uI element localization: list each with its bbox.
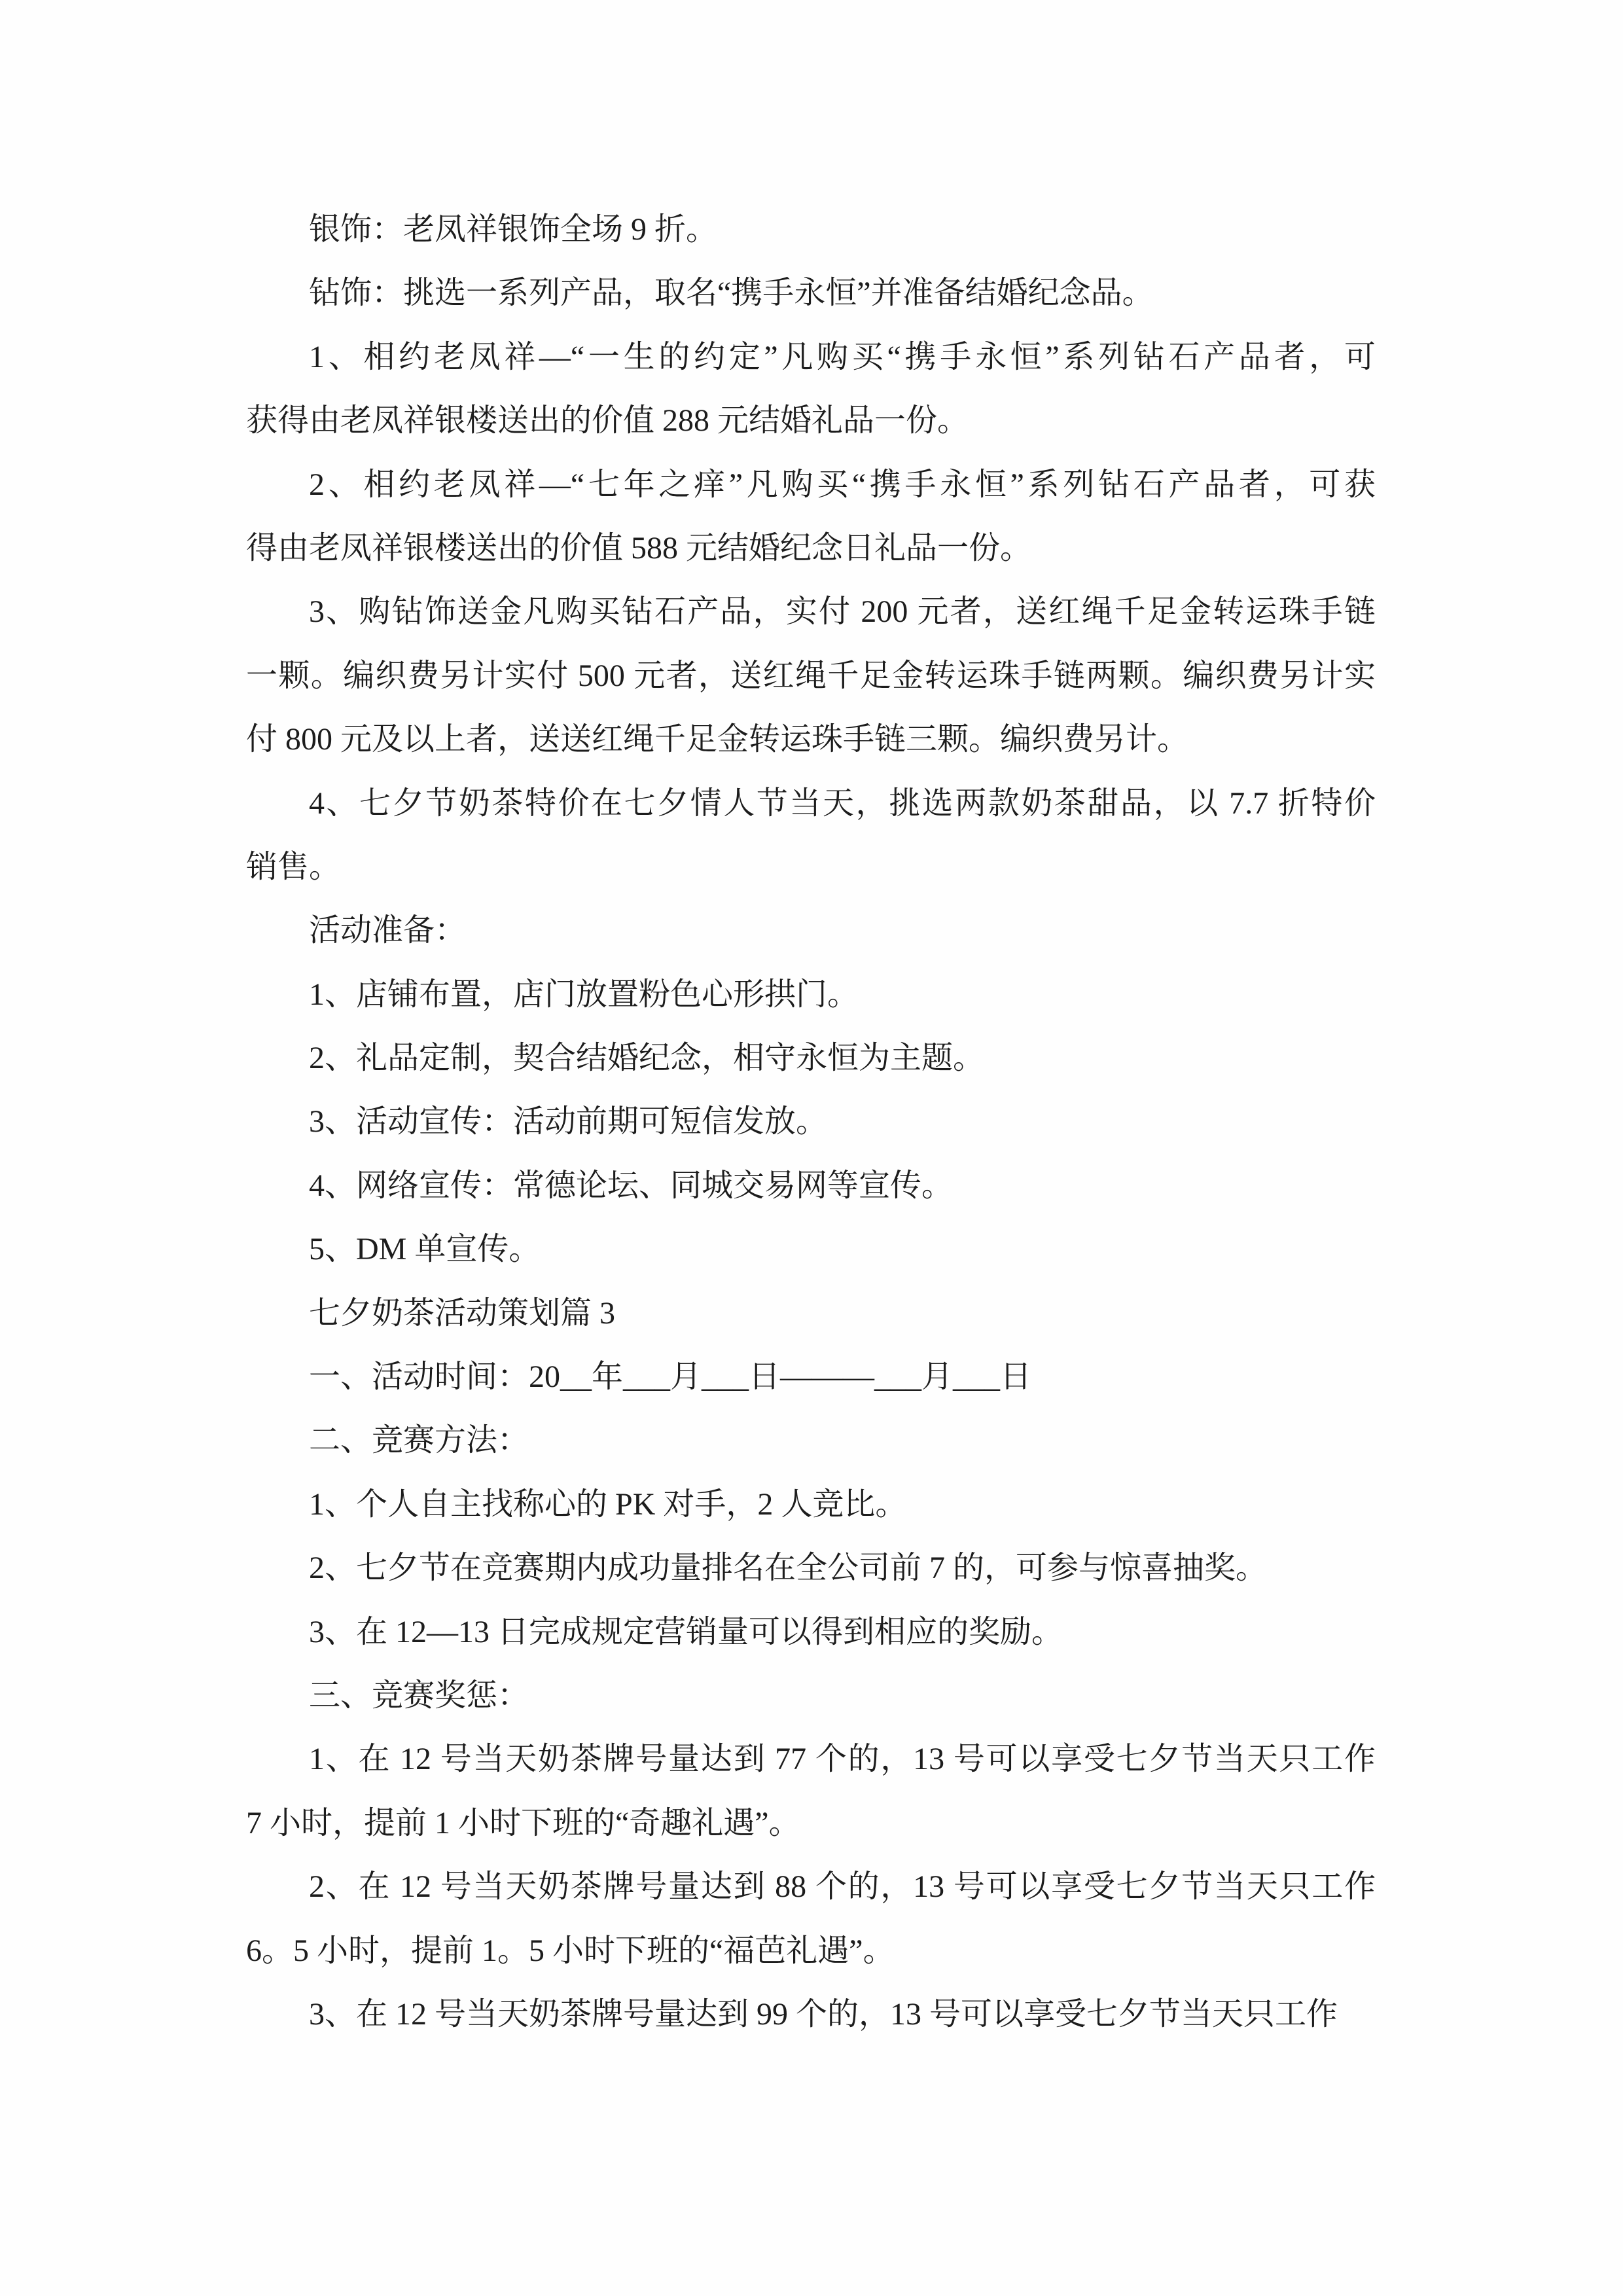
text-line: 1、个人自主找称心的 PK 对手，2 人竞比。 bbox=[309, 1486, 907, 1522]
text-line: 销售。 bbox=[246, 849, 341, 884]
paragraph bbox=[246, 1090, 1376, 1153]
paragraph bbox=[246, 1473, 1376, 1536]
paragraph bbox=[246, 1664, 1376, 1727]
text-line: 3、活动宣传：活动前期可短信发放。 bbox=[309, 1104, 828, 1139]
paragraph bbox=[246, 198, 1376, 261]
paragraph bbox=[246, 453, 1376, 581]
paragraph bbox=[246, 1026, 1376, 1090]
paragraph bbox=[246, 580, 1376, 771]
text-line: 1、在 12 号当天奶茶牌号量达到 77 个的，13 号可以享受七夕节当天只工作 bbox=[309, 1742, 1376, 1777]
text-line: 3、购钻饰送金凡购买钻石产品，实付 200 元者，送红绳千足金转运珠手链 bbox=[309, 594, 1376, 630]
text-line: 七夕奶茶活动策划篇 3 bbox=[309, 1295, 616, 1331]
text-line: 获得由老凤祥银楼送出的价值 288 元结婚礼品一份。 bbox=[246, 403, 969, 439]
text-line: 1、店铺布置，店门放置粉色心形拱门。 bbox=[309, 977, 859, 1012]
paragraph bbox=[246, 1282, 1376, 1345]
text-line: 7 小时，提前 1 小时下班的“奇趣礼遇”。 bbox=[246, 1805, 800, 1840]
text-line: 二、竞赛方法： bbox=[309, 1423, 529, 1458]
paragraph bbox=[246, 1536, 1376, 1600]
text-line: 2、七夕节在竞赛期内成功量排名在全公司前 7 的，可参与惊喜抽奖。 bbox=[309, 1551, 1268, 1586]
paragraph bbox=[246, 325, 1376, 453]
paragraph bbox=[246, 963, 1376, 1026]
text-line: 6。5 小时，提前 1。5 小时下班的“福芭礼遇”。 bbox=[246, 1933, 895, 1968]
text-line: 5、DM 单宣传。 bbox=[309, 1232, 541, 1267]
paragraph bbox=[246, 1408, 1376, 1472]
text-line: 活动准备： bbox=[309, 913, 467, 948]
text-line: 付 800 元及以上者，送送红绳千足金转运珠手链三颗。编织费另计。 bbox=[246, 722, 1189, 757]
paragraph bbox=[246, 1217, 1376, 1281]
text-line: 一颗。编织费另计实付 500 元者，送红绳千足金转运珠手链两颗。编织费另计实 bbox=[246, 658, 1376, 693]
paragraph bbox=[246, 1982, 1376, 2046]
paragraph bbox=[246, 1727, 1376, 1855]
paragraph bbox=[246, 772, 1376, 899]
document-body bbox=[246, 198, 1376, 2046]
paragraph bbox=[246, 261, 1376, 325]
paragraph bbox=[246, 1154, 1376, 1217]
text-line: 1、相约老凤祥—“一生的约定”凡购买“携手永恒”系列钻石产品者，可 bbox=[309, 339, 1376, 374]
paragraph bbox=[246, 899, 1376, 962]
text-line: 三、竞赛奖惩： bbox=[309, 1677, 529, 1713]
text-line: 一、活动时间：20__年___月___日———___月___日 bbox=[309, 1359, 1032, 1395]
text-line: 银饰：老凤祥银饰全场 9 折。 bbox=[309, 212, 718, 247]
text-line: 钻饰：挑选一系列产品，取名“携手永恒”并准备结婚纪念品。 bbox=[309, 276, 1154, 311]
paragraph bbox=[246, 1345, 1376, 1408]
text-line: 2、礼品定制，契合结婚纪念，相守永恒为主题。 bbox=[309, 1041, 985, 1076]
paragraph bbox=[246, 1600, 1376, 1664]
text-line: 得由老凤祥银楼送出的价值 588 元结婚纪念日礼品一份。 bbox=[246, 530, 1032, 565]
text-line: 3、在 12 号当天奶茶牌号量达到 99 个的，13 号可以享受七夕节当天只工作 bbox=[309, 1996, 1338, 2032]
text-line: 2、相约老凤祥—“七年之痒”凡购买“携手永恒”系列钻石产品者，可获 bbox=[309, 467, 1376, 502]
text-line: 3、在 12—13 日完成规定营销量可以得到相应的奖励。 bbox=[309, 1614, 1063, 1649]
text-line: 4、网络宣传：常德论坛、同城交易网等宣传。 bbox=[309, 1168, 954, 1203]
text-line: 4、七夕节奶茶特价在七夕情人节当天，挑选两款奶茶甜品，以 7.7 折特价 bbox=[309, 785, 1376, 821]
paragraph bbox=[246, 1855, 1376, 1982]
text-line: 2、在 12 号当天奶茶牌号量达到 88 个的，13 号可以享受七夕节当天只工作 bbox=[309, 1869, 1376, 1905]
